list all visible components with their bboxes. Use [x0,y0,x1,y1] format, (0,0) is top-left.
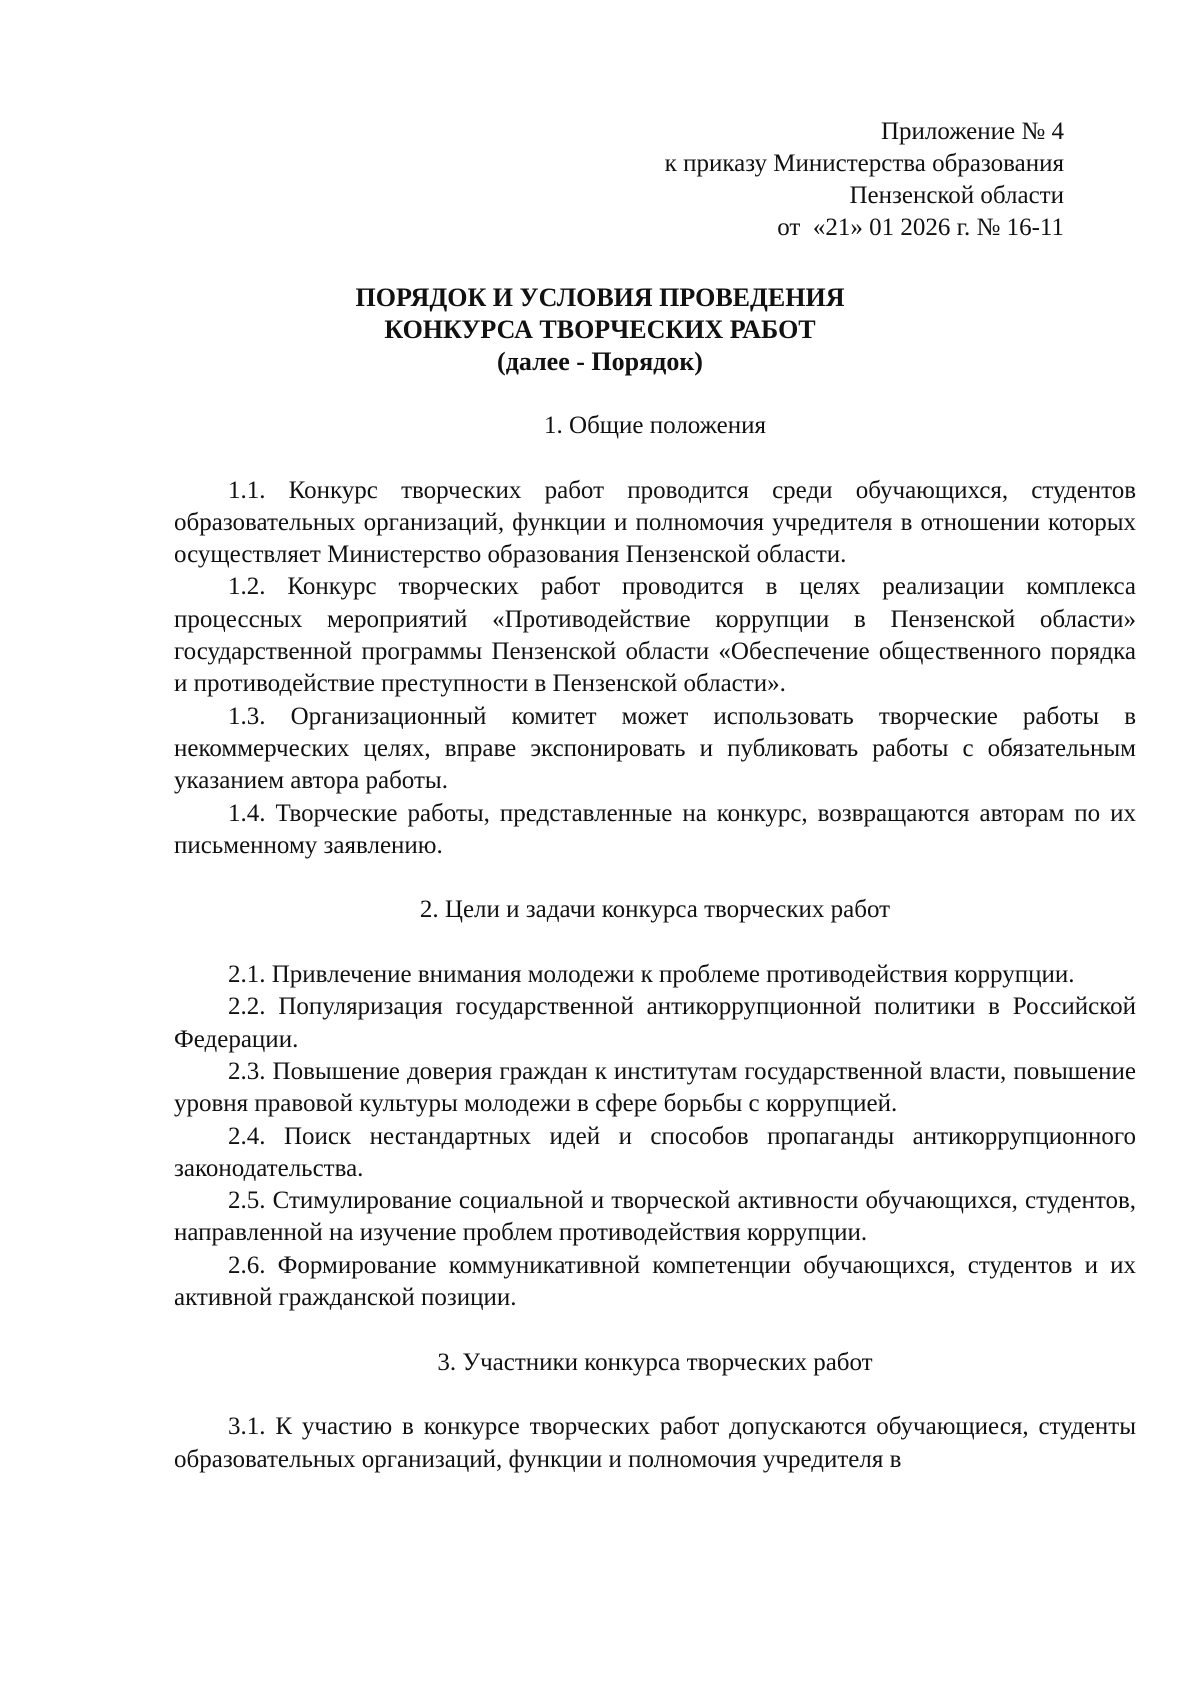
annex-number: Приложение № 4 [880,118,1064,145]
annex-date-number: от «21» 01 2026 г. № 16-11 [777,214,1064,241]
title-line-2: КОНКУРСА ТВОРЧЕСКИХ РАБОТ [384,315,816,344]
document-title [0,282,1200,378]
title-line-1: ПОРЯДОК И УСЛОВИЯ ПРОВЕДЕНИЯ [355,283,845,312]
annex-block [665,116,1064,244]
paragraph-1-1: 1.1. Конкурс творческих работ проводится среди обучающихся, студентов образовательных организаций, функции и полномочия учредителя в отношении которых осуществляет Министерство образования Пензенской области. [174,476,1136,569]
document-body [174,410,1136,1476]
paragraph-1-2: 1.2. Конкурс творческих работ проводится в целях реализации комплекса процессных мероприятий «Противодействие коррупции в Пензенской области» государственной программы Пензенской области «Обеспечение общественного порядка и противодействие преступности в Пензенской области». [174,573,1136,698]
paragraph-2-3: 2.3. Повышение доверия граждан к институтам государственной власти, повышение уровня правовой культуры молодежи в сфере борьбы с коррупцией. [174,1057,1136,1118]
section-heading-2: 2. Цели и задачи конкурса творческих работ [419,896,891,924]
section-heading-3: 3. Участники конкурса творческих работ [437,1348,873,1376]
title-line-3: (далее - Порядок) [497,347,703,376]
annex-region: Пензенской области [849,182,1064,209]
paragraph-2-4: 2.4. Поиск нестандартных идей и способов пропаганды антикоррупционного законодательства. [174,1122,1136,1182]
section-heading-1: 1. Общие положения [544,412,766,439]
paragraph-3-1: 3.1. К участию в конкурсе творческих работ допускаются обучающиеся, студенты образовательных организаций, функции и полномочия учредителя в [174,1413,1136,1473]
annex-order-ref: к приказу Министерства образования [664,150,1064,177]
paragraph-1-4: 1.4. Творческие работы, представленные на конкурс, возвращаются авторам по их письменному заявлению. [174,799,1136,859]
paragraph-2-1: 2.1. Привлечение внимания молодежи к проблеме противодействия коррупции. [228,961,1075,989]
paragraph-1-3: 1.3. Организационный комитет может использовать творческие работы в некоммерческих целях, вправе экспонировать и публиковать работы с обязательным указанием автора работы. [174,702,1136,795]
paragraph-2-6: 2.6. Формирование коммуникативной компетенции обучающихся, студентов и их активной гражданской позиции. [174,1251,1136,1312]
paragraph-2-5: 2.5. Стимулирование социальной и творческой активности обучающихся, студентов, направленной на изучение проблем противодействия коррупции. [174,1187,1136,1247]
paragraph-2-2: 2.2. Популяризация государственной антикоррупционной политики в Российской Федерации. [174,993,1136,1053]
